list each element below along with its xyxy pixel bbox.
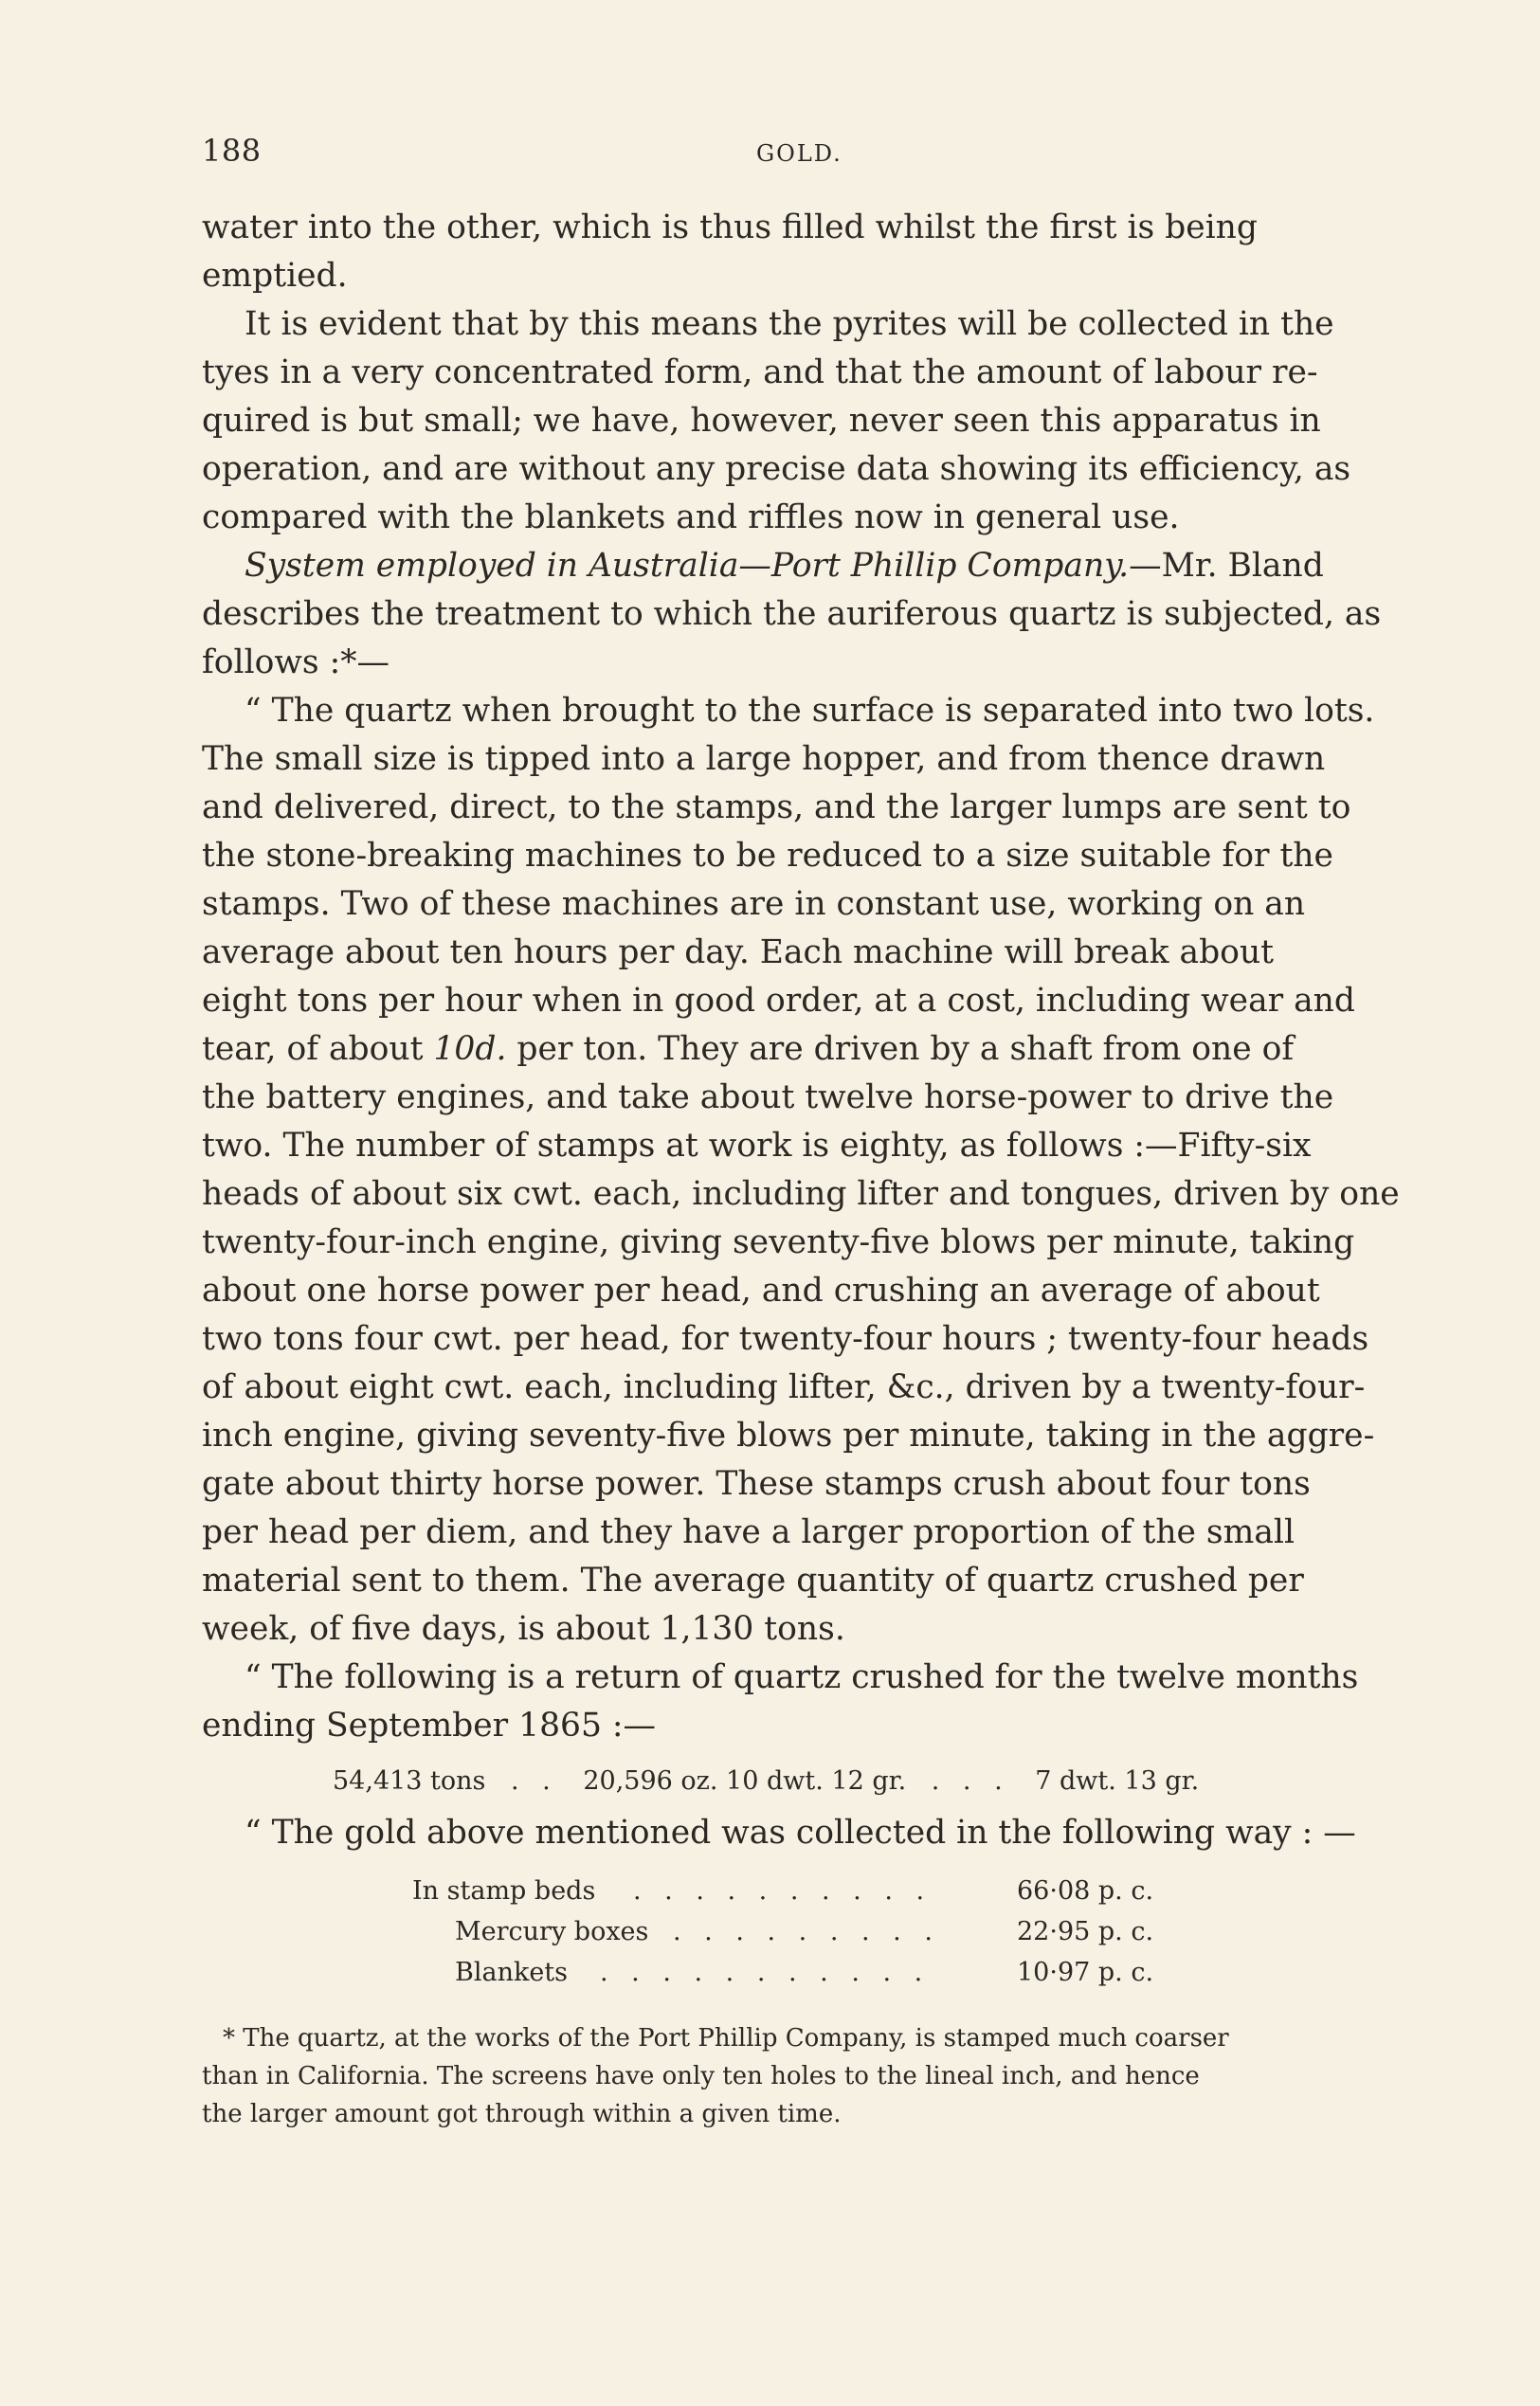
text-line: compared with the blankets and riffles now in general use. bbox=[202, 498, 1180, 536]
average-per-ton: 7 dwt. 13 gr. bbox=[1035, 1766, 1200, 1796]
text-line: average about ten hours per day. Each machine will break about bbox=[202, 933, 1275, 971]
paragraph-continuation bbox=[202, 204, 1396, 300]
text-line: water into the other, which is thus filled whilst the first is being bbox=[202, 208, 1258, 246]
row-label: Blankets bbox=[455, 1958, 569, 1987]
collection-table bbox=[202, 1871, 1396, 1993]
row-value: 10·97 p. c. bbox=[1017, 1958, 1154, 1987]
table-row bbox=[202, 1871, 1396, 1911]
gold-collection-paragraph bbox=[202, 1809, 1396, 1857]
text-line: two. The number of stamps at work is eighty, as follows :—Fifty-six bbox=[202, 1127, 1312, 1165]
footnote bbox=[202, 2019, 1396, 2133]
text-line: describes the treatment to which the auriferous quartz is subjected, as bbox=[202, 595, 1382, 633]
text-line: quired is but small; we have, however, never seen this apparatus in bbox=[202, 402, 1321, 440]
paragraph-system bbox=[202, 542, 1396, 687]
text-line: the battery engines, and take about twelve horse-power to drive the bbox=[202, 1078, 1334, 1116]
leader-dots: . . bbox=[511, 1766, 558, 1796]
row-label: Mercury boxes bbox=[455, 1917, 649, 1946]
table-row bbox=[202, 1952, 1396, 1993]
text-line: eight tons per hour when in good order, at a cost, including wear and bbox=[202, 982, 1355, 1020]
row-label: In stamp beds bbox=[412, 1876, 596, 1906]
text-line: operation, and are without any precise data showing its efficiency, as bbox=[202, 450, 1351, 488]
text-span-italic: 10d. bbox=[433, 1030, 507, 1068]
text-line: of about eight cwt. each, including lifter, &c., driven by a twenty-four- bbox=[202, 1368, 1366, 1406]
text-line: heads of about six cwt. each, including lifter and tongues, driven by one bbox=[202, 1175, 1400, 1213]
text-line: tyes in a very concentrated form, and that the amount of labour re- bbox=[202, 353, 1318, 391]
text-line bbox=[202, 542, 1396, 590]
body-text bbox=[202, 204, 1400, 2133]
text-line: and delivered, direct, to the stamps, and the larger lumps are sent to bbox=[202, 788, 1351, 826]
text-line: emptied. bbox=[202, 257, 348, 295]
text-line: ending September 1865 :— bbox=[202, 1707, 657, 1745]
text-line: twenty-four-inch engine, giving seventy-five blows per minute, taking bbox=[202, 1223, 1355, 1261]
leader-dots: . . . . . . . . . . . bbox=[600, 1958, 931, 1987]
running-head: GOLD. bbox=[756, 140, 842, 167]
footnote-line: than in California. The screens have only ten holes to the lineal inch, and hence bbox=[202, 2062, 1200, 2090]
text-line: gate about thirty horse power. These stamps crush about four tons bbox=[202, 1465, 1311, 1503]
text-line bbox=[202, 1025, 1396, 1074]
row-value: 22·95 p. c. bbox=[1017, 1917, 1154, 1946]
text-line: week, of five days, is about 1,130 tons. bbox=[202, 1610, 845, 1648]
text-line: about one horse power per head, and crushing an average of about bbox=[202, 1272, 1320, 1310]
text-line: “ The following is a return of quartz crushed for the twelve months bbox=[245, 1658, 1359, 1696]
text-line: per head per diem, and they have a larger proportion of the small bbox=[202, 1513, 1295, 1551]
text-line: inch engine, giving seventy-five blows per minute, taking in the aggre- bbox=[202, 1417, 1375, 1455]
text-span: —Mr. Bland bbox=[1129, 547, 1324, 585]
text-line: stamps. Two of these machines are in constant use, working on an bbox=[202, 885, 1306, 923]
gold-yield: 20,596 oz. 10 dwt. 12 gr. bbox=[583, 1766, 907, 1796]
paragraph-pyrites bbox=[202, 300, 1396, 542]
tons-crushed: 54,413 tons bbox=[333, 1766, 486, 1796]
text-span: tear, of about bbox=[202, 1030, 434, 1068]
table-row bbox=[202, 1911, 1396, 1952]
page-number: 188 bbox=[202, 133, 262, 169]
text-line: material sent to them. The average quantity of quartz crushed per bbox=[202, 1562, 1304, 1600]
text-line: two tons four cwt. per head, for twenty-four hours ; twenty-four heads bbox=[202, 1320, 1369, 1358]
text-line: The small size is tipped into a large hopper, and from thence drawn bbox=[202, 740, 1326, 778]
quote-paragraph bbox=[202, 687, 1400, 1654]
page-header bbox=[202, 133, 1396, 180]
text-line: “ The quartz when brought to the surface is separated into two lots. bbox=[245, 692, 1375, 730]
section-heading: System employed in Australia—Port Phillip Company. bbox=[245, 547, 1130, 585]
text-line: follows :*— bbox=[202, 643, 390, 681]
footnote-line: the larger amount got through within a given time. bbox=[202, 2100, 842, 2128]
footnote-line: * The quartz, at the works of the Port Phillip Company, is stamped much coarser bbox=[223, 2024, 1229, 2053]
text-line: the stone-breaking machines to be reduced to a size suitable for the bbox=[202, 837, 1333, 875]
text-line: “ The gold above mentioned was collected in the following way : — bbox=[245, 1814, 1356, 1852]
leader-dots: . . . bbox=[931, 1766, 1010, 1796]
return-paragraph bbox=[202, 1654, 1396, 1750]
row-value: 66·08 p. c. bbox=[1017, 1876, 1154, 1906]
text-span: per ton. They are driven by a shaft from one of bbox=[506, 1030, 1295, 1068]
quartz-return-row bbox=[202, 1760, 1396, 1803]
text-line: It is evident that by this means the pyrites will be collected in the bbox=[245, 305, 1334, 343]
leader-dots: . . . . . . . . . bbox=[673, 1917, 940, 1946]
leader-dots: . . . . . . . . . . bbox=[633, 1876, 933, 1906]
